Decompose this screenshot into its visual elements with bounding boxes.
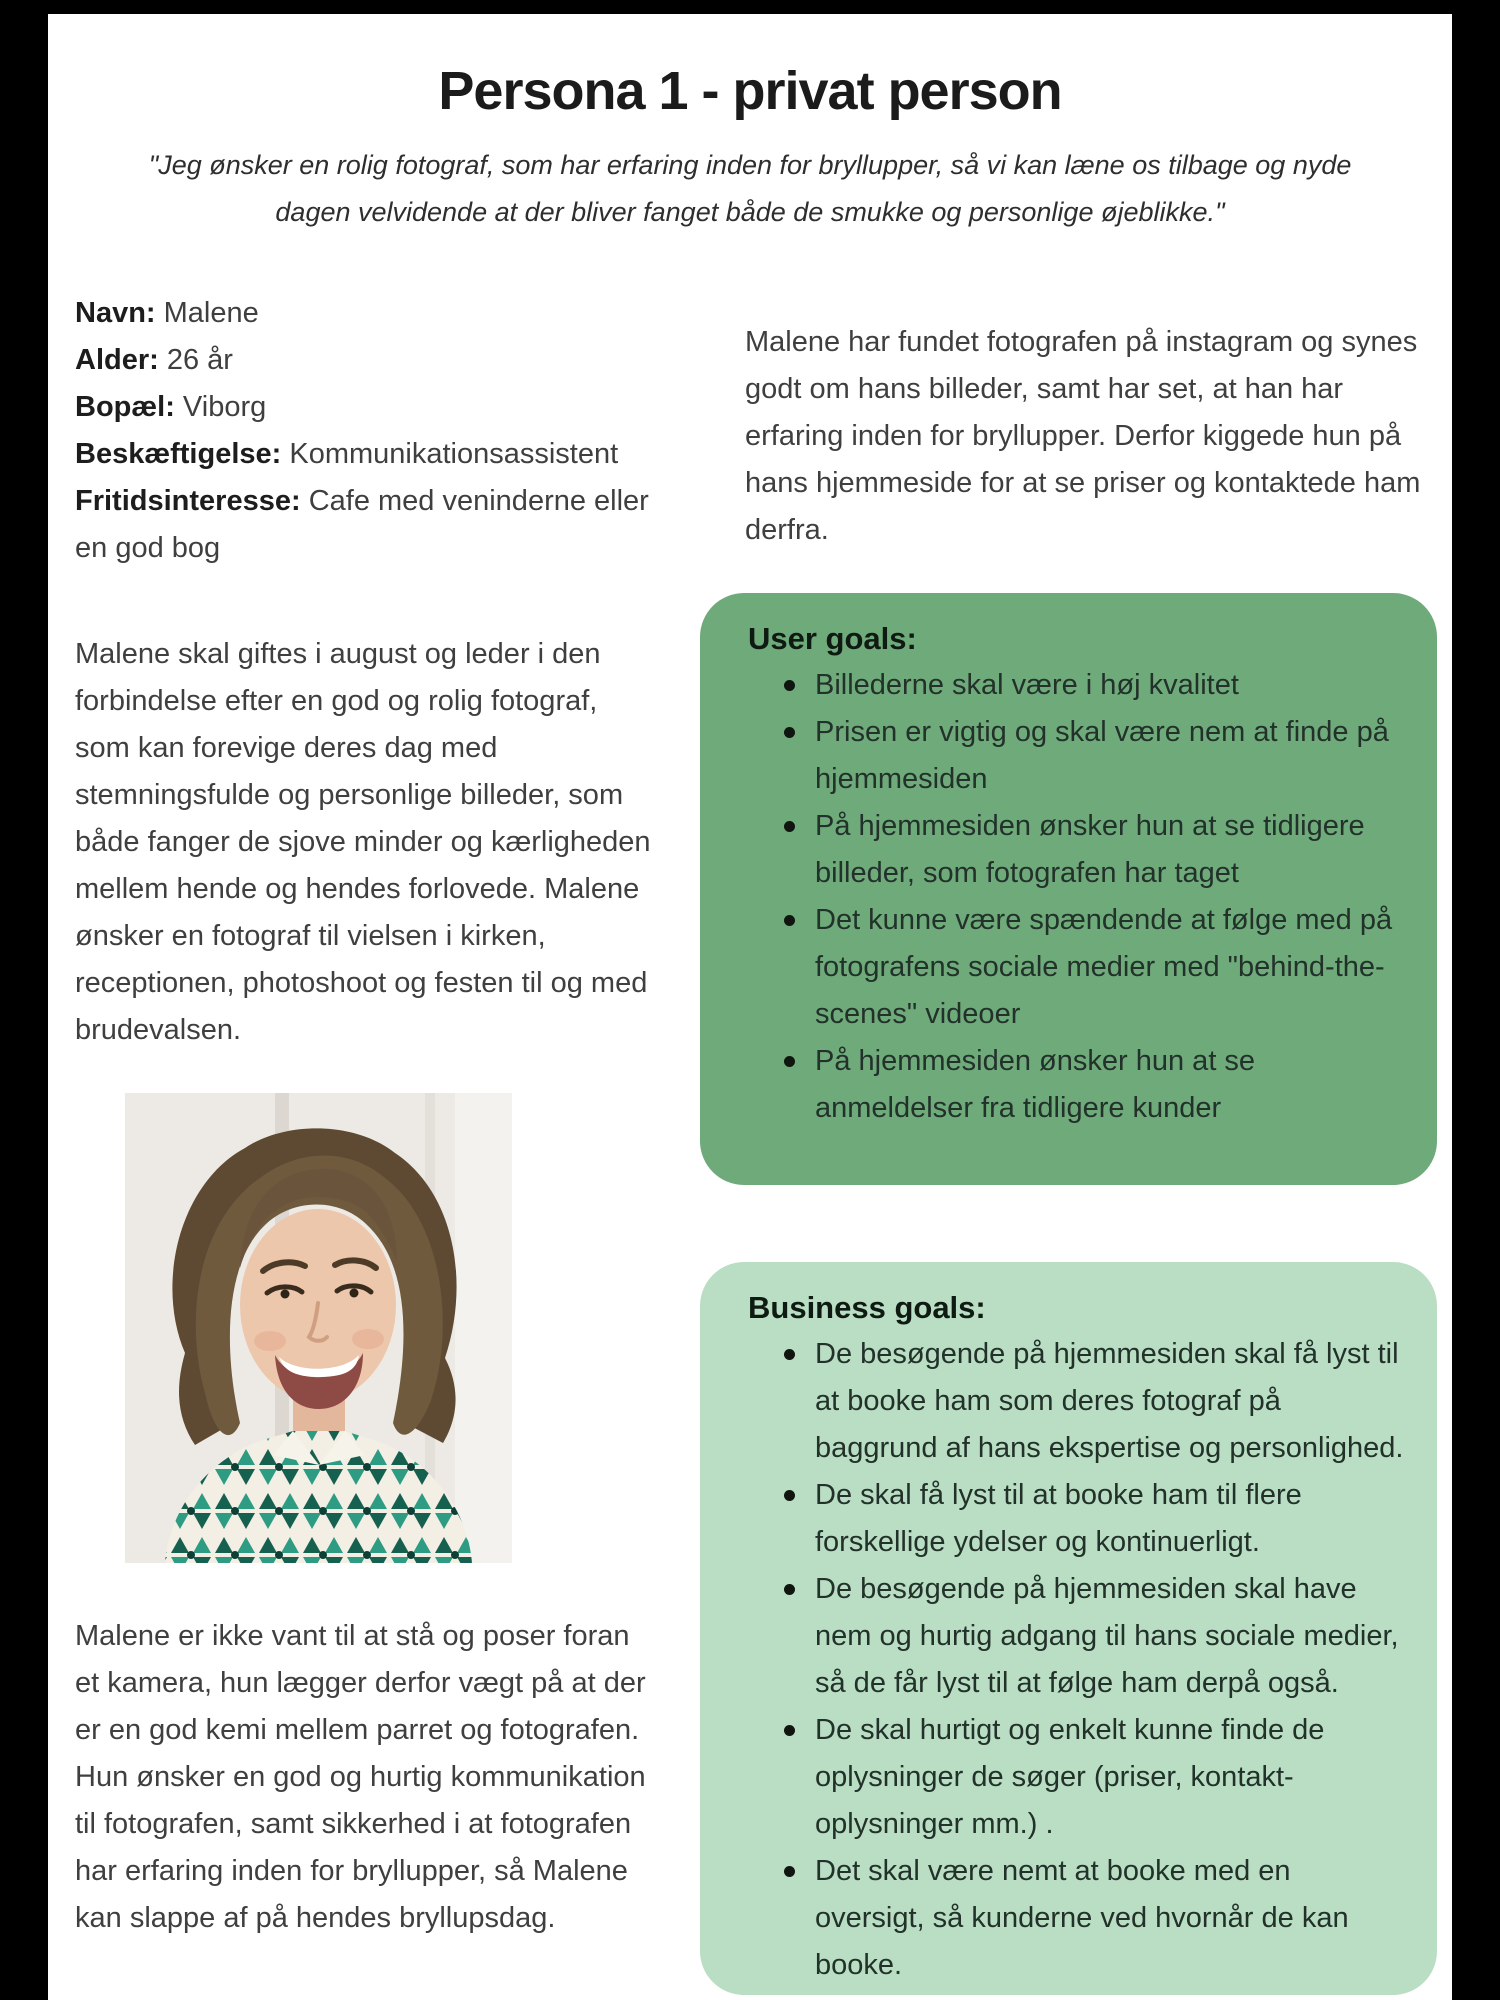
profile-field-label: Fritidsinteresse: [75, 485, 301, 517]
profile-field [75, 478, 660, 572]
user-goal-item: Prisen er vigtig og skal være nem at finde på hjemmesiden [815, 709, 1407, 803]
business-goal-item: De skal få lyst til at booke ham til flere forskellige ydelser og kontinuerligt. [815, 1472, 1407, 1566]
quote-line-1: "Jeg ønsker en rolig fotograf, som har erfaring inden for bryllupper, så vi kan læne os tilbage og nyde [148, 150, 1352, 180]
profile-field-value: 26 år [158, 344, 233, 376]
profile-field [75, 431, 660, 478]
business-goal-item: De besøgende på hjemmesiden skal have nem og hurtig adgang til hans sociale medier, så de får lyst til at følge ham derpå også. [815, 1566, 1407, 1707]
page-title: Persona 1 - privat person [438, 61, 1062, 122]
profile-field-value: Cafe med veninderne eller en god bog [75, 485, 649, 564]
profile-field-value: Viborg [174, 391, 267, 423]
quote-line-2: dagen velvidende at der bliver fanget både de smukke og personlige øjeblikke." [275, 197, 1225, 227]
user-goal-item: Billederne skal være i høj kvalitet [815, 662, 1407, 709]
user-goals-heading: User goals: [748, 621, 917, 656]
profile-field-label: Navn: [75, 297, 156, 329]
profile-details [75, 290, 660, 572]
profile-field-label: Alder: [75, 344, 159, 376]
profile-field [75, 384, 660, 431]
profile-field-value: Kommunikationsassistent [281, 438, 619, 470]
profile-field-label: Bopæl: [75, 391, 175, 423]
business-goal-item: Det skal være nemt at booke med en oversigt, så kunderne ved hvornår de kan booke. [815, 1848, 1407, 1989]
profile-field [75, 337, 660, 384]
profile-field-label: Beskæftigelse: [75, 438, 282, 470]
business-goals-heading: Business goals: [748, 1290, 986, 1325]
paragraph-found-photographer: Malene har fundet fotografen på instagram og synes godt om hans billeder, samt har set, at han har erfaring inden for bryllupper. Derfor kiggede hun på hans hjemmeside for at se priser og kontaktede ham derfra. [745, 326, 1421, 546]
persona-photo [125, 1093, 512, 1563]
persona-photo-illustration [125, 1093, 512, 1563]
business-goals-list [748, 1331, 1407, 1989]
persona-quote [48, 142, 1452, 236]
profile-field [75, 290, 660, 337]
business-goal-item: De skal hurtigt og enkelt kunne finde de oplysninger de søger (priser, kontakt-oplysninger mm.) . [815, 1707, 1407, 1848]
user-goals-list [748, 662, 1407, 1132]
user-goals-box [700, 593, 1437, 1185]
profile-field-value: Malene [155, 297, 259, 329]
business-goal-item: De besøgende på hjemmesiden skal få lyst til at booke ham som deres fotograf på baggrund af hans ekspertise og personlighed. [815, 1331, 1407, 1472]
persona-page [48, 14, 1452, 2000]
paragraph-camera: Malene er ikke vant til at stå og poser foran et kamera, hun lægger derfor vægt på at der er en god kemi mellem parret og fotografen. Hun ønsker en god og hurtig kommunikation til fotografen, samt sikkerhed i at fotografen har erfaring inden for bryllupper, så Malene kan slappe af på hendes bryllupsdag. [75, 1620, 646, 1934]
user-goal-item: På hjemmesiden ønsker hun at se tidligere billeder, som fotografen har taget [815, 803, 1407, 897]
business-goals-box [700, 1262, 1437, 1995]
user-goal-item: Det kunne være spændende at følge med på fotografens sociale medier med "behind-the-scenes" videoer [815, 897, 1407, 1038]
user-goal-item: På hjemmesiden ønsker hun at se anmeldelser fra tidligere kunder [815, 1038, 1407, 1132]
paragraph-wedding: Malene skal giftes i august og leder i den forbindelse efter en god og rolig fotograf, som kan forevige deres dag med stemningsfulde og personlige billeder, som både fanger de sjove minder og kærligheden mellem hende og hendes forlovede. Malene ønsker en fotograf til vielsen i kirken, receptionen, photoshoot og festen til og med brudevalsen. [75, 638, 651, 1046]
